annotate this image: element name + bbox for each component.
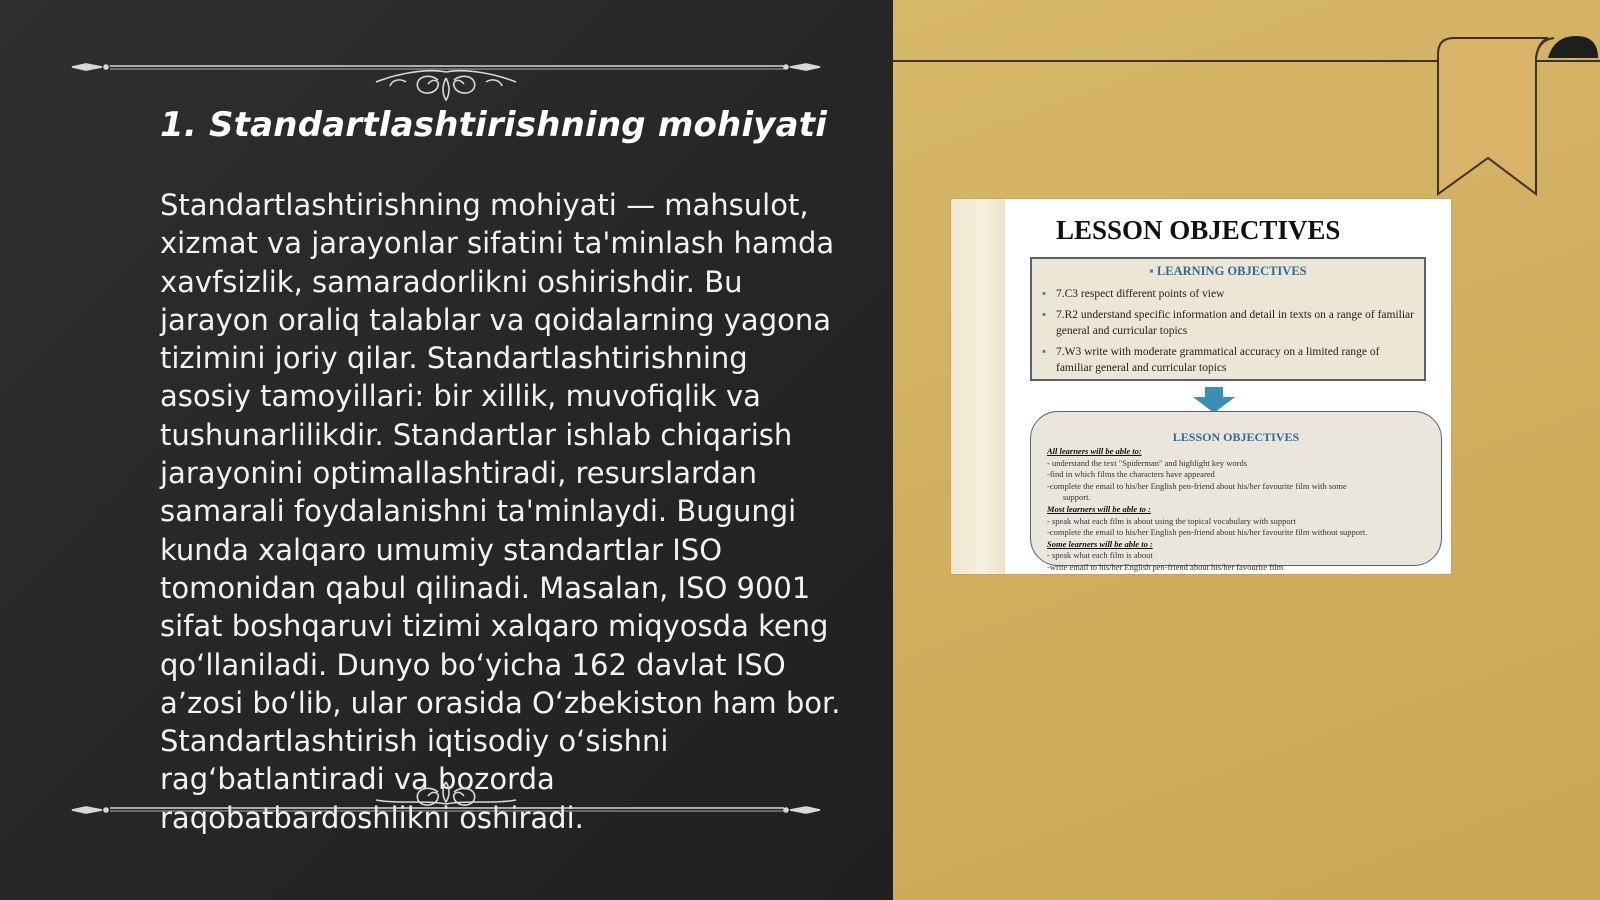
bullet-icon: ▪ xyxy=(1042,288,1047,300)
slide-title: 1. Standartlashtirishning mohiyati xyxy=(160,105,828,145)
lesson-objectives-heading: LESSON OBJECTIVES xyxy=(1172,430,1300,444)
objective-group-label: Some learners will be able to : xyxy=(1047,538,1153,549)
lesson-objectives-lines xyxy=(1047,446,1427,574)
bullet-icon: ▪ xyxy=(1042,309,1047,321)
list-item-text: 7.R2 understand specific information and detail in texts on a range of familiar general and curricular topics xyxy=(1056,309,1414,337)
lesson-objectives-image xyxy=(951,199,1451,574)
image-heading: LESSON OBJECTIVES xyxy=(1056,215,1341,245)
bullet-icon: ▪ xyxy=(1042,346,1047,358)
objective-group-label: All learners will be able to: xyxy=(1047,446,1142,456)
objective-line: support. xyxy=(1063,492,1091,503)
list-item xyxy=(1042,286,1418,302)
objective-line: -complete the email to his/her English pen-friend about his/her favourite film with some xyxy=(1047,480,1347,491)
slide-body-text: Standartlashtirishning mohiyati — mahsulot, xizmat va jarayonlar sifatini ta'minlash hamda xavfsizlik, samaradorlikni oshirishdir. Bu jarayon oraliq talablar va qoidalarning yagona tizimini joriy qilar. Standartlashtirishning asosiy tamoyillari: bir xillik, muvofiqlik va tushunarlilikdir. Standartlar ishlab chiqarish jarayonini optimallashtiradi, resurslardan samarali foydalanishni ta'minlaydi. Bugungi kunda xalqaro umumiy standartlar ISO tomonidan qabul qilinadi. Masalan, ISO 9001 sifat boshqaruvi tizimi xalqaro miqyosda keng qo‘llaniladi. Dunyo bo‘yicha 162 davlat ISO a’zosi bo‘lib, ular orasida O‘zbekiston ham bor. Standartlashtirish iqtisodiy o‘sishni rag‘batlantiradi va bozorda raqobatbardoshlikni oshiradi. xyxy=(160,188,841,835)
objective-line: -find in which films the characters have appeared xyxy=(1047,469,1215,480)
list-item xyxy=(1042,344,1418,376)
down-arrow-icon xyxy=(1191,387,1237,413)
list-item-text: 7.W3 write with moderate grammatical accuracy on a limited range of familiar general and curricular topics xyxy=(1056,346,1380,374)
ornament-divider-top-icon xyxy=(66,52,826,102)
bookmark-ribbon-icon xyxy=(1430,36,1600,202)
list-item xyxy=(1042,307,1418,339)
objective-group-label: Most learners will be able to : xyxy=(1047,503,1151,514)
learning-heading-label: LEARNING OBJECTIVES xyxy=(1156,264,1307,278)
objective-line: - speak what each film is about xyxy=(1047,550,1153,561)
image-decorative-edge xyxy=(951,199,1005,574)
learning-objectives-list xyxy=(1042,286,1418,381)
objective-line: - speak what each film is about using the topical vocabulary with support xyxy=(1047,515,1296,526)
objective-line: -complete the email to his/her English pen-friend about his/her favourite film without support. xyxy=(1047,527,1368,538)
bullet-icon: ▪ xyxy=(1149,264,1157,278)
ornament-divider-bottom-icon xyxy=(66,780,826,830)
list-item-text: 7.C3 respect different points of view xyxy=(1056,288,1225,300)
learning-objectives-heading xyxy=(1032,264,1424,279)
objective-line: -write email to his/her English pen-friend about his/her favourite film xyxy=(1047,561,1284,572)
lesson-objectives-box xyxy=(1030,411,1442,572)
objective-line: - understand the text "Spiderman" and highlight key words xyxy=(1047,457,1248,468)
learning-objectives-box xyxy=(1030,257,1426,381)
